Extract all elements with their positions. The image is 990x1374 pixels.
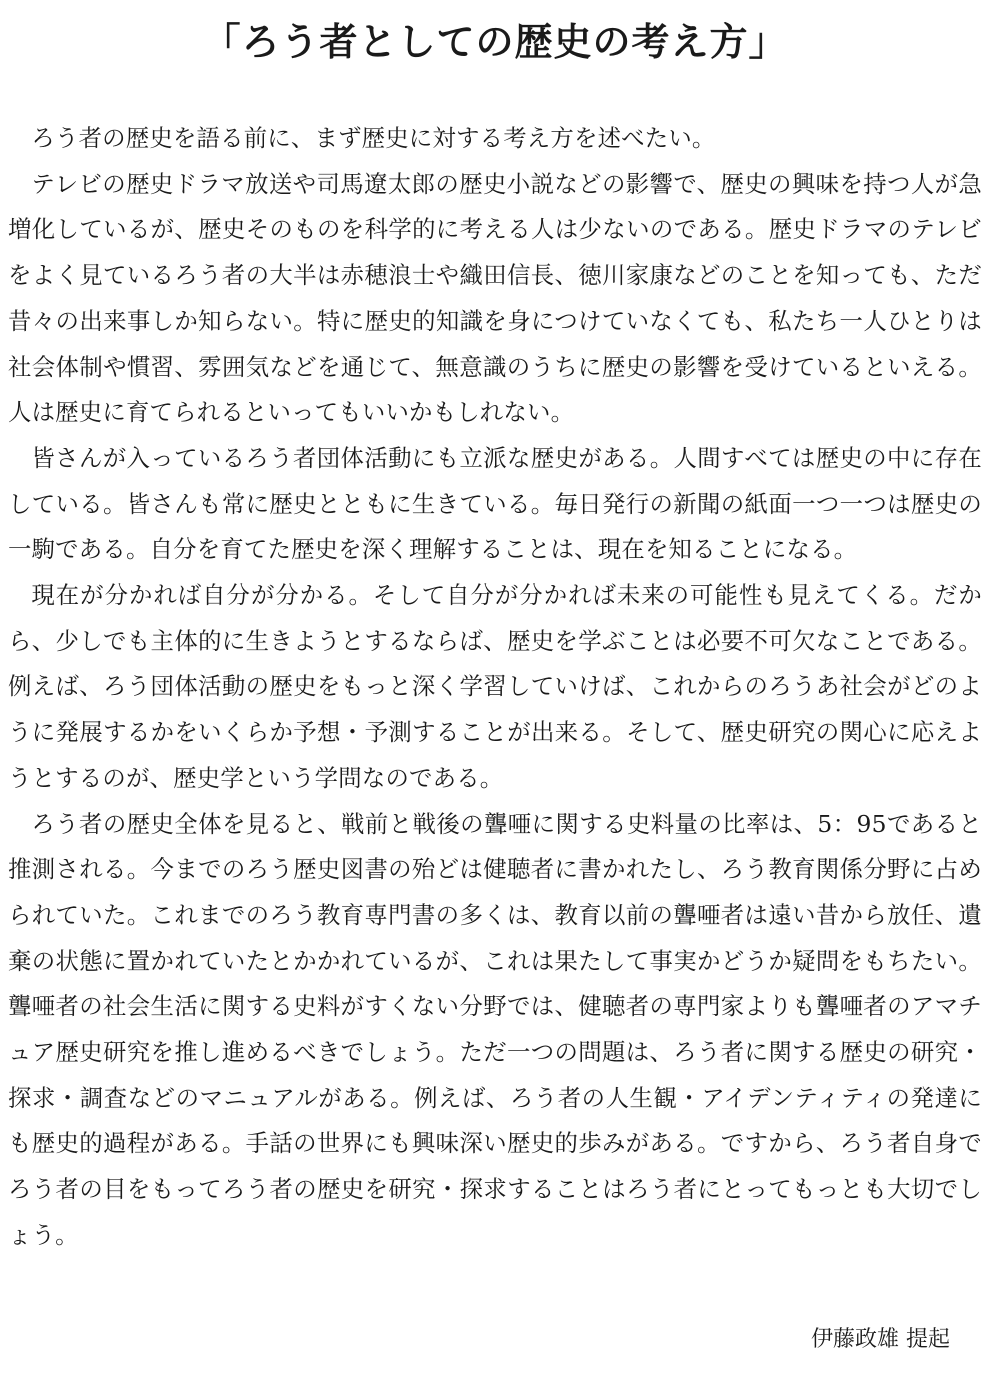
paragraph: 皆さんが入っているろう者団体活動にも立派な歴史がある。人間すべては歴史の中に存在している。皆さんも常に歴史とともに生きている。毎日発行の新聞の紙面一つ一つは歴史の一駒である。自分を育てた歴史を深く理解することは、現在を知ることになる。 [8, 443, 982, 564]
paragraph: 現在が分かれば自分が分かる。そして自分が分かれば未来の可能性も見えてくる。だから、少しでも主体的に生きようとするならば、歴史を学ぶことは必要不可欠なことである。例えば、ろう団体活動の歴史をもっと深く学習していけば、これからのろうあ社会がどのように発展するかをいくらか予想・予測することが出来る。そして、歴史研究の関心に応えようとするのが、歴史学という学問なのである。 [8, 581, 982, 792]
document-title: 「ろう者としての歴史の考え方」 [202, 20, 788, 64]
paragraph: ろう者の歴史を語る前に、まず歴史に対する考え方を述べたい。 [31, 124, 716, 152]
paragraph: ろう者の歴史全体を見ると、戦前と戦後の聾唖に関する史料量の比率は、5：95であると推測される。今までのろう歴史図書の殆どは健聴者に書かれたし、ろう教育関係分野に占められていた。これまでのろう教育専門書の多くは、教育以前の聾唖者は遠い昔から放任、遺棄の状態に置かれていたとかかれているが、これは果たして事実かどうか疑問をもちたい。聾唖者の社会生活に関する史料がすくない分野では、健聴者の専門家よりも聾唖者のアマチュア歴史研究を推し進めるべきでしょう。ただ一つの問題は、ろう者に関する歴史の研究・探求・調査などのマニュアルがある。例えば、ろう者の人生観・アイデンティティの発達にも歴史的過程がある。手話の世界にも興味深い歴史的歩みがある。ですから、ろう者自身でろう者の目をもってろう者の歴史を研究・探求することはろう者にとってもっとも大切でしょう。 [8, 809, 982, 1249]
paragraph: テレビの歴史ドラマ放送や司馬遼太郎の歴史小説などの影響で、歴史の興味を持つ人が急増化しているが、歴史そのものを科学的に考える人は少ないのである。歴史ドラマのテレビをよく見ているろう者の大半は赤穂浪士や織田信長、徳川家康などのことを知っても、ただ昔々の出来事しか知らない。特に歴史的知識を身につけていなくても、私たち一人ひとりは社会体制や慣習、雰囲気などを通じて、無意識のうちに歴史の影響を受けているといえる。人は歴史に育てられるといってもいいかもしれない。 [8, 169, 982, 427]
author-signature: 伊藤政雄 提起 [811, 1327, 950, 1352]
document-body [8, 116, 982, 1259]
